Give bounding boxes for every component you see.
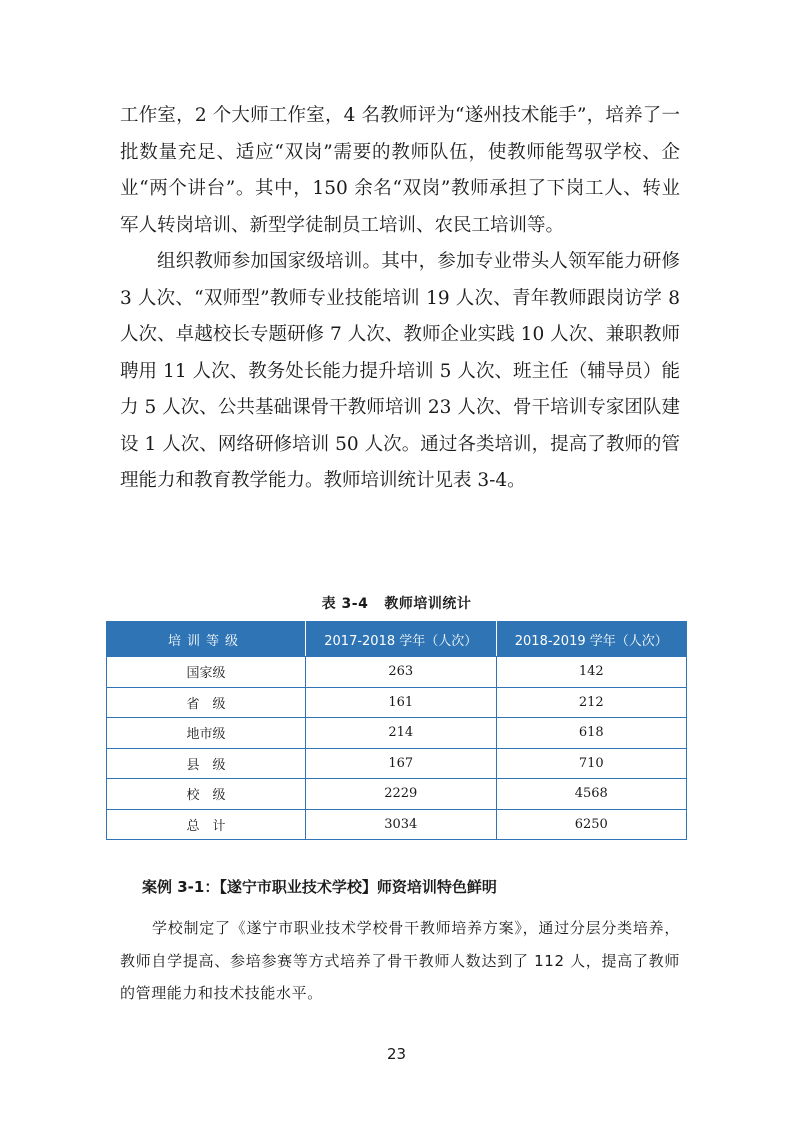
table-row	[107, 657, 687, 688]
table-row	[107, 809, 687, 840]
cell-level: 县 级	[107, 748, 306, 779]
header-2018-2019: 2018-2019 学年（人次）	[496, 622, 687, 657]
case-body	[120, 912, 680, 1010]
cell-2018-2019: 710	[496, 748, 687, 779]
table-row	[107, 748, 687, 779]
case-paragraph: 学校制定了《遂宁市职业技术学校骨干教师培养方案》，通过分层分类培养，教师自学提高、参培参赛等方式培养了骨干教师人数达到了 112 人，提高了教师的管理能力和技术技能水平。	[120, 919, 680, 1002]
cell-2018-2019: 142	[496, 657, 687, 688]
page-number: 23	[386, 1045, 407, 1063]
cell-level: 省 级	[107, 687, 306, 718]
cell-2018-2019: 6250	[496, 809, 687, 840]
cell-level: 国家级	[107, 657, 306, 688]
cell-2017-2018: 214	[306, 718, 497, 749]
cell-2017-2018: 2229	[306, 779, 497, 810]
header-level: 培训等级	[107, 622, 306, 657]
training-stats-table	[106, 621, 687, 840]
table-caption-title: 教师培训统计	[384, 596, 472, 612]
cell-level: 校 级	[107, 779, 306, 810]
cell-level: 地市级	[107, 718, 306, 749]
table-row	[107, 687, 687, 718]
cell-2018-2019: 212	[496, 687, 687, 718]
cell-2017-2018: 167	[306, 748, 497, 779]
table-row	[107, 779, 687, 810]
cell-2018-2019: 4568	[496, 779, 687, 810]
case-title: 案例 3-1：【遂宁市职业技术学校】师资培训特色鲜明	[142, 878, 497, 896]
paragraph-1: 工作室，2 个大师工作室，4 名教师评为“遂州技术能手”，培养了一批数量充足、适应“双岗”需要的教师队伍，使教师能驾驭学校、企业“两个讲台”。其中，150 余名“双岗”教师承担了下岗工人、转业军人转岗培训、新型学徒制员工培训、农民工培训等。	[120, 105, 680, 236]
body-text	[120, 98, 680, 500]
cell-level: 总 计	[107, 809, 306, 840]
cell-2018-2019: 618	[496, 718, 687, 749]
cell-2017-2018: 3034	[306, 809, 497, 840]
cell-2017-2018: 263	[306, 657, 497, 688]
table-caption	[0, 593, 793, 613]
table-caption-number: 表 3-4	[321, 596, 369, 612]
table-row	[107, 718, 687, 749]
paragraph-2: 组织教师参加国家级培训。其中，参加专业带头人领军能力研修 3 人次、“双师型”教师专业技能培训 19 人次、青年教师跟岗访学 8 人次、卓越校长专题研修 7 人次、教师企业实践 10 人次、兼职教师聘用 11 人次、教务处长能力提升培训 5 人次、班主任（辅导员）能力 5 人次、公共基础课骨干教师培训 23 人次、骨干培训专家团队建设 1 人次、网络研修培训 50 人次。通过各类培训，提高了教师的管理能力和教育教学能力。教师培训统计见表 3-4。	[120, 251, 680, 491]
table-header-row	[107, 622, 687, 657]
header-2017-2018: 2017-2018 学年（人次）	[306, 622, 497, 657]
cell-2017-2018: 161	[306, 687, 497, 718]
